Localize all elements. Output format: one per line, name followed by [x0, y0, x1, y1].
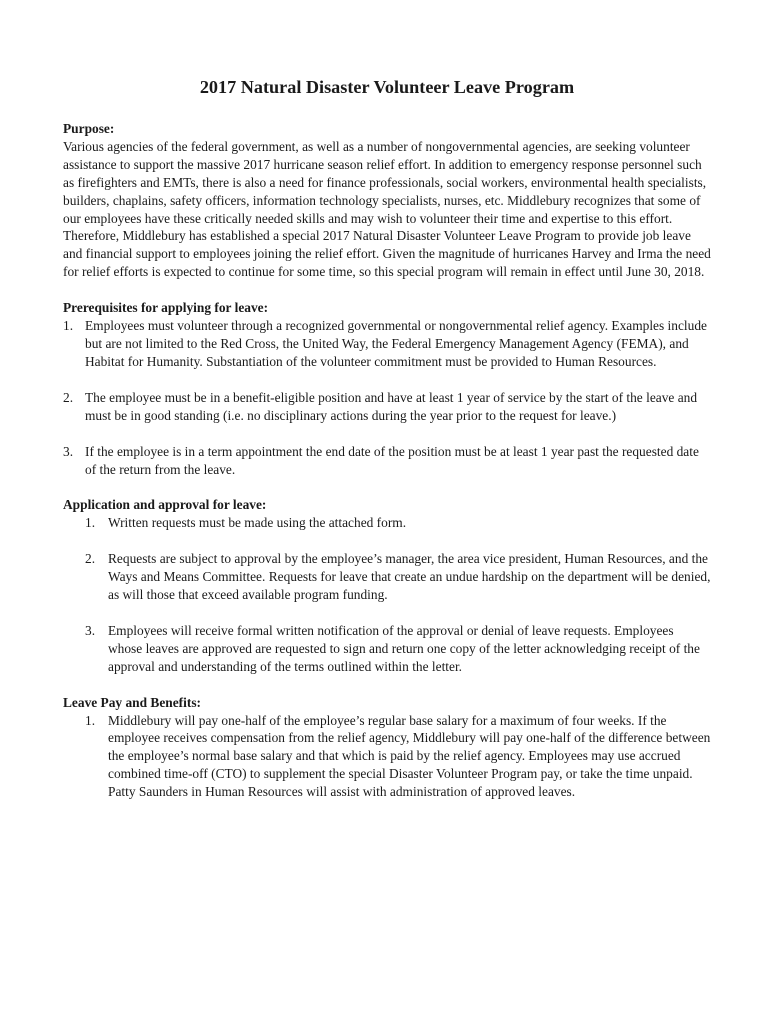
application-section [63, 496, 711, 675]
pay-section [63, 694, 711, 801]
list-item-number: 1. [63, 318, 74, 334]
list-item-text: The employee must be in a benefit-eligible position and have at least 1 year of service by the start of the leave and must be in good standing (i.e. no disciplinary actions during the year prior to the request for leave.) [85, 389, 698, 423]
document-title: 2017 Natural Disaster Volunteer Leave Program [199, 77, 575, 97]
document-page [63, 76, 711, 819]
list-item [63, 712, 711, 802]
purpose-section [63, 120, 711, 281]
pay-heading: Leave Pay and Benefits: [63, 694, 201, 710]
list-item [63, 550, 711, 604]
list-item-text: Written requests must be made using the attached form. [108, 515, 407, 531]
list-item [63, 317, 711, 371]
list-item-text: If the employee is in a term appointment the end date of the position must be at least 1 year past the requested date of the return from the leave. [85, 443, 699, 477]
application-heading: Application and approval for leave: [63, 497, 267, 513]
list-item-number: 2. [63, 389, 74, 405]
list-item-number: 3. [63, 443, 74, 459]
pay-list [63, 712, 711, 802]
list-item [63, 514, 711, 532]
list-item [63, 389, 711, 425]
purpose-heading: Purpose: [63, 121, 115, 136]
prerequisites-heading: Prerequisites for applying for leave: [63, 300, 269, 316]
list-item-number: 1. [85, 712, 96, 728]
list-item-text: Requests are subject to approval by the employee’s manager, the area vice president, Human Resources, and the Ways and Means Committee. Requests for leave that create an undue hardship on the department will be denied, as will those that exceed available program funding. [108, 551, 711, 603]
list-item-text: Employees must volunteer through a recognized governmental or nongovernmental relief agency. Examples include but are not limited to the Red Cross, the United Way, the Federal Emergency Management Agency (FEMA), and Habitat for Humanity. Substantiation of the volunteer commitment must be provided to Human Resources. [85, 318, 707, 369]
list-item-number: 1. [85, 515, 96, 531]
list-item-number: 2. [85, 551, 96, 567]
list-item-text: Employees will receive formal written notification of the approval or denial of leave requests. Employees whose leaves are approved are requested to sign and return one copy of the letter acknowledging receipt of the approval and understanding of the terms outlined within the letter. [108, 622, 700, 674]
list-item [63, 622, 711, 676]
list-item-text: Middlebury will pay one-half of the employee’s regular base salary for a maximum of four weeks. If the employee receives compensation from the relief agency, Middlebury will pay one-half of the difference between the employee’s normal base salary and that which is paid by the relief agency. Employees may use accrued combined time-off (CTO) to supplement the special Disaster Volunteer Program pay, or take the time unpaid. Patty Saunders in Human Resources will assist with administration of approved leaves. [108, 712, 711, 800]
purpose-paragraph: Various agencies of the federal government, as well as a number of nongovernmental agencies, are seeking volunteer assistance to support the massive 2017 hurricane season relief effort. In addition to emergency response personnel such as firefighters and EMTs, there is also a need for finance professionals, social workers, environmental health specialists, builders, chaplains, safety officers, information technology specialists, nurses, etc. Middlebury recognizes that some of our employees have these critically needed skills and may wish to volunteer their time and expertise to this effort. Therefore, Middlebury has established a special 2017 Natural Disaster Volunteer Leave Program to provide job leave and financial support to employees joining the relief effort. Given the magnitude of hurricanes Harvey and Irma the need for relief efforts is expected to continue for some time, so this special program will remain in effect until June 30, 2018. [63, 138, 711, 280]
application-list [63, 514, 711, 675]
list-item-number: 3. [85, 622, 96, 638]
prerequisites-section [63, 299, 711, 478]
list-item [63, 443, 711, 479]
prerequisites-list [63, 317, 711, 478]
